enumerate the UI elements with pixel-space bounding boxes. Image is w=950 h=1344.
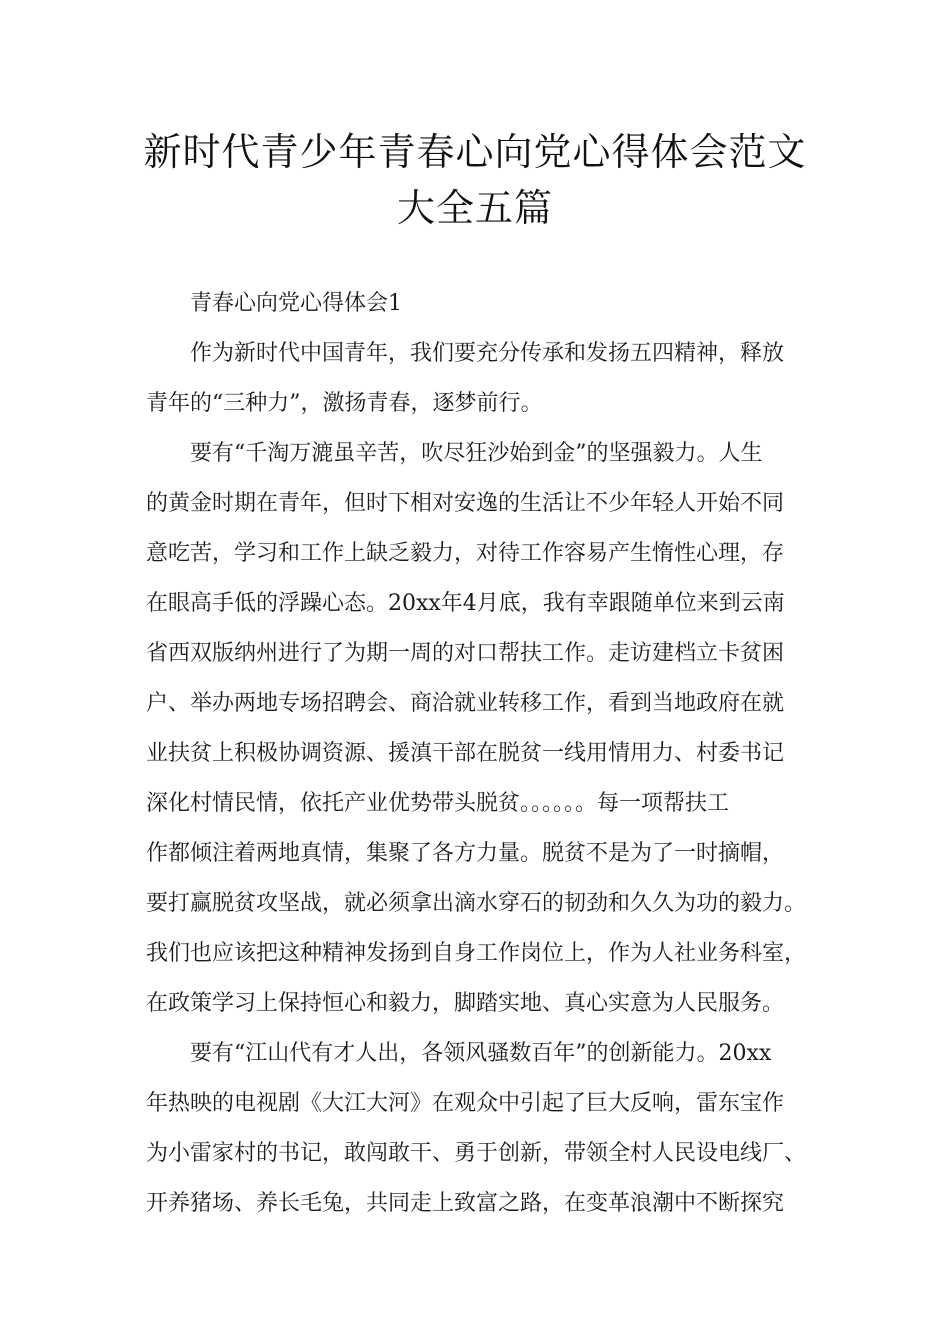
- paragraph-line: 我们也应该把这种精神发扬到自身工作岗位上，作为人社业务科室，: [146, 941, 807, 966]
- paragraph-line: 要有“江山代有才人出，各领风骚数百年”的创新能力。20xx: [190, 1041, 772, 1066]
- paragraph-line: 要打赢脱贫攻坚战，就必须拿出滴水穿石的韧劲和久久为功的毅力。: [146, 891, 807, 916]
- paragraph-line: 要有“千淘万漉虽辛苦，吹尽狂沙始到金”的坚强毅力。人生: [190, 441, 763, 466]
- document-title: [0, 124, 950, 236]
- paragraph-line: 的黄金时期在青年，但时下相对安逸的生活让不少年轻人开始不同: [146, 491, 785, 516]
- paragraph-2: [146, 429, 814, 1029]
- paragraph-line: 在政策学习上保持恒心和毅力，脚踏实地、真心实意为人民服务。: [146, 991, 785, 1016]
- paragraph-line: 业扶贫上积极协调资源、援滇干部在脱贫一线用情用力、村委书记: [146, 741, 785, 766]
- paragraph-line: 户、举办两地专场招聘会、商洽就业转移工作，看到当地政府在就: [146, 691, 785, 716]
- title-line-2: 大全五篇: [396, 186, 553, 230]
- paragraph-line: 作都倾注着两地真情，集聚了各方力量。脱贫不是为了一时摘帽，: [146, 841, 785, 866]
- paragraph-line: 开养猪场、养长毛兔，共同走上致富之路，在变革浪潮中不断探究: [146, 1191, 785, 1216]
- paragraph-line: 深化村情民情，依托产业优势带头脱贫。。。。。。每一项帮扶工: [146, 791, 730, 816]
- section-heading: 青春心向党心得体会1: [190, 291, 402, 316]
- paragraph-line: 省西双版纳州进行了为期一周的对口帮扶工作。走访建档立卡贫困: [146, 641, 785, 666]
- paragraph-line: 作为新时代中国青年，我们要充分传承和发扬五四精神，释放: [190, 341, 785, 366]
- paragraph-3: [146, 1029, 814, 1229]
- paragraph-1: [146, 329, 814, 429]
- paragraph-line: 年热映的电视剧《大江大河》在观众中引起了巨大反响，雷东宝作: [146, 1091, 785, 1116]
- paragraph-line: 在眼高手低的浮躁心态。20xx年4月底，我有幸跟随单位来到云南: [146, 591, 785, 616]
- paragraph-line: 意吃苦，学习和工作上缺乏毅力，对待工作容易产生惰性心理，存: [146, 541, 785, 566]
- paragraph-line: 为小雷家村的书记，敢闯敢干、勇于创新，带领全村人民设电线厂、: [146, 1141, 807, 1166]
- title-line-1: 新时代青少年青春心向党心得体会范文: [143, 130, 807, 174]
- document-body: [146, 279, 814, 1229]
- paragraph-line: 青年的“三种力”，激扬青春，逐梦前行。: [146, 391, 543, 416]
